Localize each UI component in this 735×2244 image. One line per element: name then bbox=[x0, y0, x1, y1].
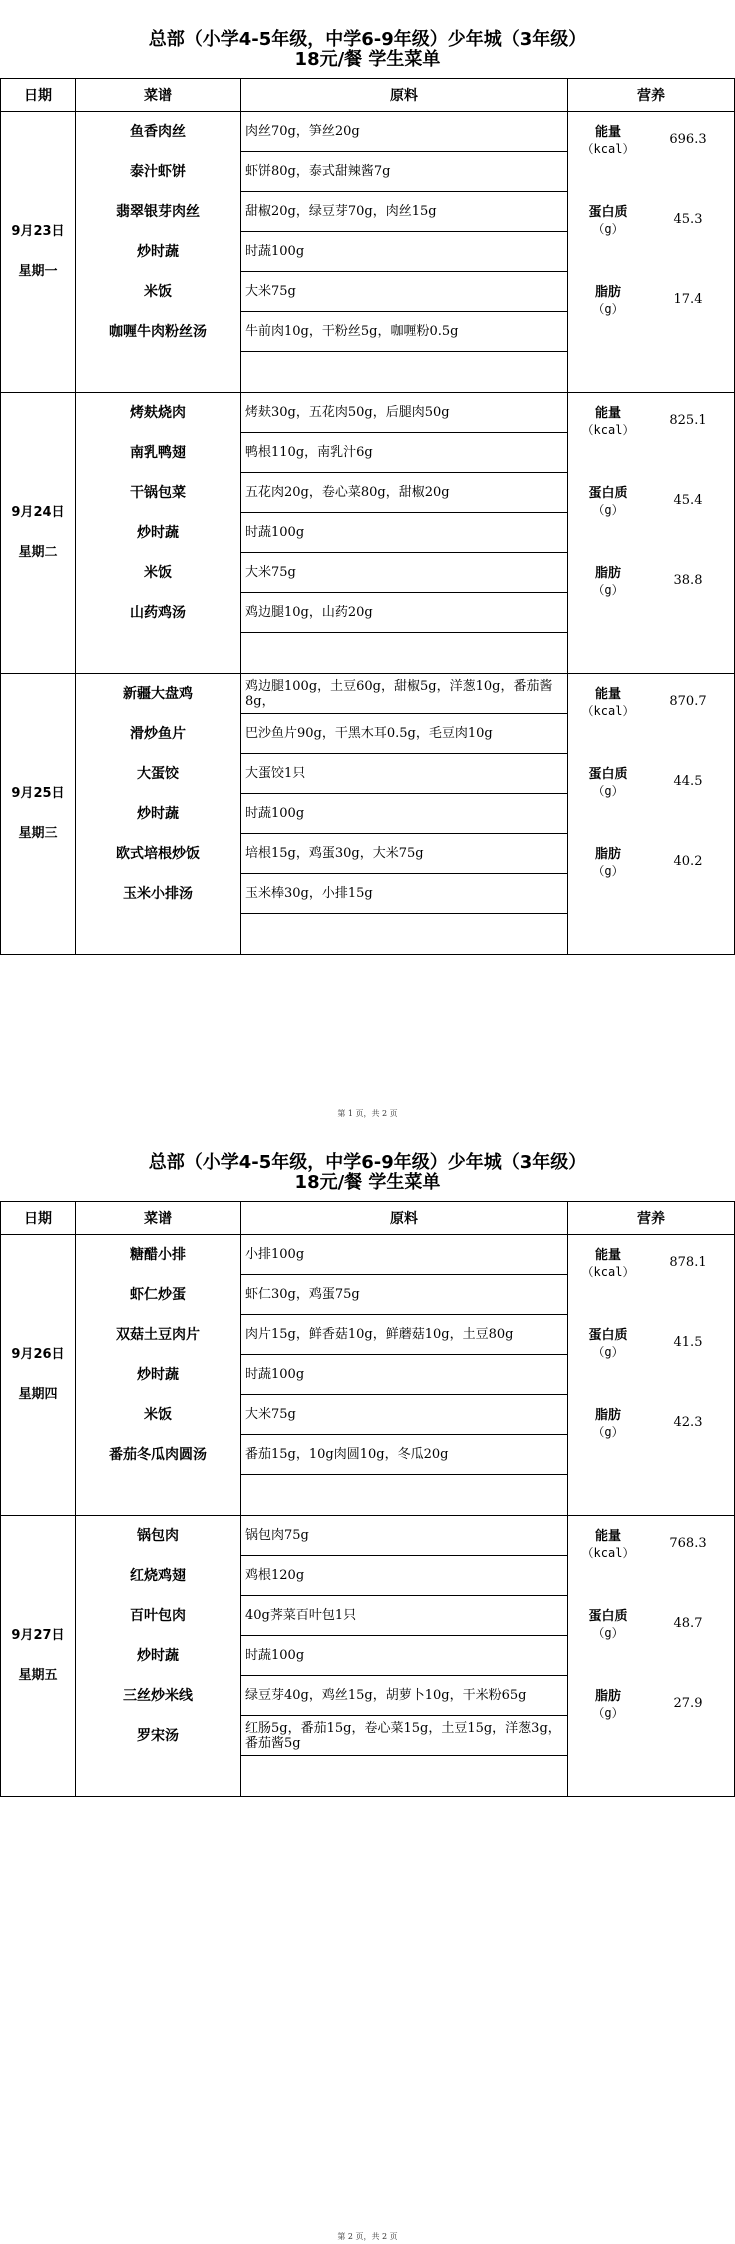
nutrition-protein-unit: （g） bbox=[592, 1345, 624, 1359]
nutrition-energy-unit: （kcal） bbox=[581, 1546, 635, 1560]
day-row bbox=[1, 1516, 735, 1797]
ingredient-line: 鸭根110g，南乳汁6g bbox=[241, 433, 567, 473]
nutrition-fat-unit: （g） bbox=[592, 864, 624, 878]
nutrition-protein-label bbox=[578, 1608, 638, 1642]
dish-name: 炒时蔬 bbox=[137, 806, 179, 822]
nutrition-protein-value: 45.3 bbox=[673, 212, 703, 227]
day-weekday: 星期五 bbox=[18, 1668, 58, 1683]
header-menu: 菜谱 bbox=[76, 79, 241, 112]
nutrition-cell bbox=[568, 393, 735, 674]
nutrition-protein-name: 蛋白质 bbox=[588, 486, 628, 501]
dish-name: 番茄冬瓜肉圆汤 bbox=[109, 1447, 207, 1463]
dish-name: 虾仁炒蛋 bbox=[130, 1287, 186, 1303]
ingredient-line bbox=[241, 1475, 567, 1515]
ingredient-line: 红肠5g，番茄15g，卷心菜15g，土豆15g，洋葱3g，番茄酱5g bbox=[241, 1716, 567, 1756]
dish-name: 米饭 bbox=[144, 284, 172, 300]
nutrition-energy bbox=[568, 112, 734, 192]
header-ingredients: 原料 bbox=[241, 79, 568, 112]
nutrition-energy-unit: （kcal） bbox=[581, 1265, 635, 1279]
nutrition-energy bbox=[568, 674, 734, 754]
dish-name: 炒时蔬 bbox=[137, 1648, 179, 1664]
dish-list-cell bbox=[76, 112, 241, 393]
nutrition-protein-label bbox=[578, 204, 638, 238]
nutrition-fat-label bbox=[578, 1688, 638, 1722]
ingredient-line: 绿豆芽40g，鸡丝15g，胡萝卜10g，干米粉65g bbox=[241, 1676, 567, 1716]
nutrition-protein-name: 蛋白质 bbox=[588, 1328, 628, 1343]
ingredient-list-cell bbox=[241, 674, 568, 955]
dish-list-cell bbox=[76, 393, 241, 674]
nutrition-energy-value: 825.1 bbox=[669, 413, 707, 428]
nutrition-energy bbox=[568, 1516, 734, 1596]
nutrition-energy bbox=[568, 393, 734, 473]
ingredient-line: 鸡根120g bbox=[241, 1556, 567, 1596]
nutrition-protein-label bbox=[578, 485, 638, 519]
ingredient-line bbox=[241, 914, 567, 954]
ingredient-line: 玉米棒30g，小排15g bbox=[241, 874, 567, 914]
nutrition-energy-name: 能量 bbox=[594, 687, 621, 702]
nutrition-protein-unit: （g） bbox=[592, 1626, 624, 1640]
nutrition-energy bbox=[568, 1235, 734, 1315]
ingredient-line: 小排100g bbox=[241, 1235, 567, 1275]
ingredient-line: 大米75g bbox=[241, 1395, 567, 1435]
day-date: 9月23日 bbox=[11, 224, 65, 239]
ingredient-line bbox=[241, 633, 567, 673]
nutrition-fat bbox=[568, 1395, 734, 1475]
nutrition-protein-name: 蛋白质 bbox=[588, 205, 628, 220]
dish-name: 红烧鸡翅 bbox=[130, 1568, 186, 1584]
day-date: 9月26日 bbox=[11, 1347, 65, 1362]
day-row bbox=[1, 112, 735, 393]
ingredient-line: 时蔬100g bbox=[241, 794, 567, 834]
dish-name: 罗宋汤 bbox=[137, 1728, 179, 1744]
header-date: 日期 bbox=[1, 79, 76, 112]
ingredient-line: 时蔬100g bbox=[241, 513, 567, 553]
nutrition-protein-label bbox=[578, 1327, 638, 1361]
ingredient-line: 大米75g bbox=[241, 272, 567, 312]
dish-name: 南乳鸭翅 bbox=[130, 445, 186, 461]
dish-name: 糖醋小排 bbox=[130, 1247, 186, 1263]
ingredient-list-cell bbox=[241, 393, 568, 674]
nutrition-fat bbox=[568, 272, 734, 352]
ingredient-line: 肉片15g，鲜香菇10g，鲜蘑菇10g，土豆80g bbox=[241, 1315, 567, 1355]
nutrition-fat-value: 27.9 bbox=[673, 1696, 703, 1711]
ingredient-line: 40g荠菜百叶包1只 bbox=[241, 1596, 567, 1636]
dish-name: 米饭 bbox=[144, 565, 172, 581]
page-title-line1: 总部（小学4-5年级，中学6-9年级）少年城（3年级） bbox=[148, 29, 587, 50]
ingredient-list-cell bbox=[241, 1516, 568, 1797]
dish-name: 欧式培根炒饭 bbox=[116, 846, 200, 862]
page-title-line2: 18元/餐 学生菜单 bbox=[294, 1172, 441, 1193]
dish-list-cell bbox=[76, 1235, 241, 1516]
nutrition-energy-value: 768.3 bbox=[669, 1536, 707, 1551]
nutrition-cell bbox=[568, 1235, 735, 1516]
nutrition-fat-name: 脂肪 bbox=[594, 566, 621, 581]
dish-name: 山药鸡汤 bbox=[130, 605, 186, 621]
nutrition-protein-name: 蛋白质 bbox=[588, 1609, 628, 1624]
dish-list-cell bbox=[76, 674, 241, 955]
dish-name: 双菇土豆肉片 bbox=[116, 1327, 200, 1343]
nutrition-cell bbox=[568, 112, 735, 393]
nutrition-energy-name: 能量 bbox=[594, 406, 621, 421]
nutrition-protein-unit: （g） bbox=[592, 222, 624, 236]
dish-name: 咖喱牛肉粉丝汤 bbox=[109, 324, 207, 340]
nutrition-fat-label bbox=[578, 284, 638, 318]
page-title-line1: 总部（小学4-5年级，中学6-9年级）少年城（3年级） bbox=[148, 1152, 587, 1173]
ingredient-line bbox=[241, 352, 567, 392]
nutrition-fat-name: 脂肪 bbox=[594, 1689, 621, 1704]
ingredient-line: 鸡边腿100g，土豆60g，甜椒5g，洋葱10g，番茄酱8g， bbox=[241, 674, 567, 714]
ingredient-line: 大米75g bbox=[241, 553, 567, 593]
nutrition-protein bbox=[568, 192, 734, 272]
nutrition-energy-value: 878.1 bbox=[669, 1255, 707, 1270]
nutrition-fat-unit: （g） bbox=[592, 1425, 624, 1439]
page-footer: 第 2 页，共 2 页 bbox=[337, 2232, 398, 2241]
day-date-cell bbox=[1, 112, 76, 393]
table-header-row bbox=[1, 1202, 735, 1235]
nutrition-fat-label bbox=[578, 846, 638, 880]
ingredient-line: 烤麸30g，五花肉50g，后腿肉50g bbox=[241, 393, 567, 433]
day-date-cell bbox=[1, 1235, 76, 1516]
day-weekday: 星期四 bbox=[18, 1387, 58, 1402]
day-weekday: 星期二 bbox=[18, 545, 58, 560]
ingredient-line: 巴沙鱼片90g，干黑木耳0.5g，毛豆肉10g bbox=[241, 714, 567, 754]
day-date-cell bbox=[1, 1516, 76, 1797]
nutrition-protein-label bbox=[578, 766, 638, 800]
day-row bbox=[1, 1235, 735, 1516]
nutrition-protein bbox=[568, 754, 734, 834]
nutrition-fat-name: 脂肪 bbox=[594, 285, 621, 300]
dish-name: 干锅包菜 bbox=[130, 485, 186, 501]
nutrition-fat-value: 40.2 bbox=[673, 854, 703, 869]
day-date: 9月24日 bbox=[11, 505, 65, 520]
dish-name: 锅包肉 bbox=[137, 1528, 179, 1544]
dish-name: 米饭 bbox=[144, 1407, 172, 1423]
nutrition-energy-name: 能量 bbox=[594, 1529, 621, 1544]
nutrition-fat-label bbox=[578, 1407, 638, 1441]
dish-name: 百叶包肉 bbox=[130, 1608, 186, 1624]
page-title-line2: 18元/餐 学生菜单 bbox=[294, 49, 441, 70]
page-footer: 第 1 页，共 2 页 bbox=[337, 1109, 398, 1118]
dish-list-cell bbox=[76, 1516, 241, 1797]
day-date-cell bbox=[1, 674, 76, 955]
nutrition-fat-unit: （g） bbox=[592, 583, 624, 597]
header-date: 日期 bbox=[1, 1202, 76, 1235]
day-weekday: 星期一 bbox=[18, 264, 58, 279]
nutrition-fat-unit: （g） bbox=[592, 302, 624, 316]
day-date-cell bbox=[1, 393, 76, 674]
dish-name: 滑炒鱼片 bbox=[130, 726, 186, 742]
ingredient-line: 锅包肉75g bbox=[241, 1516, 567, 1556]
ingredient-line: 大蛋饺1只 bbox=[241, 754, 567, 794]
nutrition-fat bbox=[568, 1676, 734, 1756]
nutrition-protein bbox=[568, 473, 734, 553]
dish-name: 炒时蔬 bbox=[137, 525, 179, 541]
ingredient-line: 番茄15g，10g肉圆10g，冬瓜20g bbox=[241, 1435, 567, 1475]
day-date: 9月25日 bbox=[11, 786, 65, 801]
nutrition-energy-name: 能量 bbox=[594, 1248, 621, 1263]
nutrition-energy-unit: （kcal） bbox=[581, 704, 635, 718]
ingredient-line: 虾饼80g，泰式甜辣酱7g bbox=[241, 152, 567, 192]
day-row bbox=[1, 674, 735, 955]
nutrition-protein-value: 44.5 bbox=[673, 774, 703, 789]
nutrition-cell bbox=[568, 1516, 735, 1797]
dish-name: 炒时蔬 bbox=[137, 1367, 179, 1383]
header-menu: 菜谱 bbox=[76, 1202, 241, 1235]
ingredient-line: 五花肉20g，卷心菜80g，甜椒20g bbox=[241, 473, 567, 513]
nutrition-protein-value: 41.5 bbox=[673, 1335, 703, 1350]
dish-name: 炒时蔬 bbox=[137, 244, 179, 260]
nutrition-fat bbox=[568, 553, 734, 633]
nutrition-energy-label bbox=[578, 405, 638, 439]
dish-name: 三丝炒米线 bbox=[123, 1688, 193, 1704]
day-row bbox=[1, 393, 735, 674]
nutrition-protein-unit: （g） bbox=[592, 784, 624, 798]
nutrition-protein-value: 48.7 bbox=[673, 1616, 703, 1631]
ingredient-line: 时蔬100g bbox=[241, 1355, 567, 1395]
ingredient-line: 虾仁30g，鸡蛋75g bbox=[241, 1275, 567, 1315]
nutrition-fat-unit: （g） bbox=[592, 1706, 624, 1720]
nutrition-fat-value: 42.3 bbox=[673, 1415, 703, 1430]
nutrition-fat bbox=[568, 834, 734, 914]
nutrition-protein bbox=[568, 1596, 734, 1676]
ingredient-line: 肉丝70g，笋丝20g bbox=[241, 112, 567, 152]
header-nutrition: 营养 bbox=[568, 79, 735, 112]
nutrition-energy-label bbox=[578, 1247, 638, 1281]
dish-name: 翡翠银芽肉丝 bbox=[116, 204, 200, 220]
nutrition-energy-unit: （kcal） bbox=[581, 423, 635, 437]
menu-table bbox=[0, 78, 735, 955]
ingredient-line: 时蔬100g bbox=[241, 232, 567, 272]
nutrition-fat-label bbox=[578, 565, 638, 599]
nutrition-energy-unit: （kcal） bbox=[581, 142, 635, 156]
ingredient-line: 培根15g，鸡蛋30g，大米75g bbox=[241, 834, 567, 874]
dish-name: 烤麸烧肉 bbox=[130, 405, 186, 421]
ingredient-line: 时蔬100g bbox=[241, 1636, 567, 1676]
nutrition-fat-name: 脂肪 bbox=[594, 1408, 621, 1423]
nutrition-protein-name: 蛋白质 bbox=[588, 767, 628, 782]
dish-name: 泰汁虾饼 bbox=[130, 164, 186, 180]
header-nutrition: 营养 bbox=[568, 1202, 735, 1235]
nutrition-energy-value: 696.3 bbox=[669, 132, 707, 147]
nutrition-fat-value: 17.4 bbox=[673, 292, 703, 307]
nutrition-fat-value: 38.8 bbox=[673, 573, 703, 588]
day-date: 9月27日 bbox=[11, 1628, 65, 1643]
dish-name: 鱼香肉丝 bbox=[130, 124, 186, 140]
nutrition-energy-label bbox=[578, 1528, 638, 1562]
ingredient-list-cell bbox=[241, 112, 568, 393]
dish-name: 新疆大盘鸡 bbox=[123, 686, 193, 702]
nutrition-protein bbox=[568, 1315, 734, 1395]
header-ingredients: 原料 bbox=[241, 1202, 568, 1235]
nutrition-energy-label bbox=[578, 124, 638, 158]
ingredient-line: 牛前肉10g，干粉丝5g，咖喱粉0.5g bbox=[241, 312, 567, 352]
nutrition-cell bbox=[568, 674, 735, 955]
nutrition-energy-value: 870.7 bbox=[669, 694, 707, 709]
nutrition-protein-unit: （g） bbox=[592, 503, 624, 517]
nutrition-energy-label bbox=[578, 686, 638, 720]
ingredient-line: 鸡边腿10g，山药20g bbox=[241, 593, 567, 633]
nutrition-energy-name: 能量 bbox=[594, 125, 621, 140]
menu-table bbox=[0, 1201, 735, 1797]
nutrition-fat-name: 脂肪 bbox=[594, 847, 621, 862]
dish-name: 大蛋饺 bbox=[137, 766, 179, 782]
ingredient-list-cell bbox=[241, 1235, 568, 1516]
ingredient-line bbox=[241, 1756, 567, 1796]
nutrition-protein-value: 45.4 bbox=[673, 493, 703, 508]
ingredient-line: 甜椒20g，绿豆芽70g，肉丝15g bbox=[241, 192, 567, 232]
day-weekday: 星期三 bbox=[18, 826, 58, 841]
table-header-row bbox=[1, 79, 735, 112]
dish-name: 玉米小排汤 bbox=[123, 886, 193, 902]
